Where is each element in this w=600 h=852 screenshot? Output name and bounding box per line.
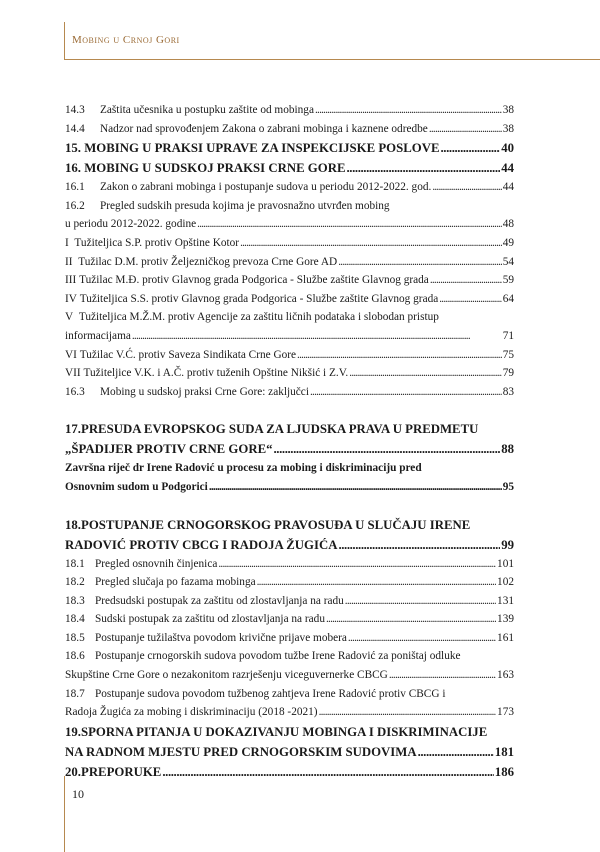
toc-entry-16-3[interactable]: 16.3 Mobing u sudskoj praksi Crne Gore: zaključci . . . 83 bbox=[65, 383, 514, 402]
toc-entry-18-3[interactable]: 18.3 Predsudski postupak za zaštitu od zlostavljanja na radu . . . 131 bbox=[65, 592, 514, 611]
toc-case-v-line2[interactable]: informacijama . . . 71 bbox=[65, 327, 514, 346]
toc-chapter-17-line2[interactable]: „ŠPADIJER PROTIV CRNE GORE“ . . . 88 bbox=[65, 439, 514, 459]
running-title: Mobing u Crnoj Gori bbox=[72, 34, 180, 46]
dot-leader bbox=[418, 742, 494, 762]
dot-leader bbox=[429, 120, 502, 139]
toc-chapter-15[interactable]: 15. MOBING U PRAKSI UPRAVE ZA INSPEKCIJSKE POSLOVE . . . 40 bbox=[65, 138, 514, 158]
toc-page-number: 101 bbox=[497, 557, 514, 570]
toc-entry-18-4[interactable]: 18.4 Sudski postupak za zaštitu od zlostavljanja na radu . . . 139 bbox=[65, 610, 514, 629]
toc-page-number: 173 bbox=[497, 706, 514, 719]
dot-leader bbox=[439, 290, 501, 309]
toc-page-number: 54 bbox=[502, 255, 514, 268]
dot-leader bbox=[441, 138, 501, 158]
toc-page-number: 59 bbox=[502, 274, 514, 287]
toc-page-number: 95 bbox=[502, 480, 514, 493]
dot-leader bbox=[349, 364, 501, 383]
toc-page-number: 44 bbox=[502, 181, 514, 194]
toc-page-number: 186 bbox=[494, 764, 514, 779]
dot-leader bbox=[240, 234, 502, 253]
header-horizontal-rule bbox=[64, 59, 600, 60]
toc-entry-14-3[interactable]: 14.3 Zaštita učesnika u postupku zaštite od mobinga . . . 38 bbox=[65, 101, 514, 120]
dot-leader bbox=[218, 555, 496, 574]
toc-page-number: 161 bbox=[497, 631, 514, 644]
toc-chapter-18-line1[interactable]: 18.POSTUPANJE CRNOGORSKOG PRAVOSUĐA U SLUČAJU IRENE bbox=[65, 517, 471, 532]
toc-case-iv[interactable]: IV Tužiteljica S.S. protiv Glavnog grada Podgorica - Službe zaštite Glavnog grada . . . 64 bbox=[65, 290, 514, 309]
toc-chapter-19-line1[interactable]: 19.SPORNA PITANJA U DOKAZIVANJU MOBINGA I DISKRIMINACIJE bbox=[65, 724, 488, 739]
footer-vertical-rule bbox=[64, 776, 65, 852]
toc-entry-16-2-line2[interactable]: u periodu 2012-2022. godine . . . 48 bbox=[65, 215, 514, 234]
dot-leader bbox=[389, 666, 496, 685]
toc-page-number: 102 bbox=[497, 576, 514, 589]
toc-page-number: 40 bbox=[501, 141, 514, 156]
toc-chapter-17-line1[interactable]: 17.PRESUDA EVROPSKOG SUDA ZA LJUDSKA PRAVA U PREDMETU bbox=[65, 422, 479, 437]
toc-page-number: 181 bbox=[494, 744, 514, 759]
toc-entry-18-7-line2[interactable]: Radoja Žugića za mobing i diskriminaciju (2018 -2021) . . . 173 bbox=[65, 703, 514, 722]
toc-page-number: 38 bbox=[502, 122, 514, 135]
dot-leader bbox=[345, 592, 496, 611]
toc-chapter-20[interactable]: 20.PREPORUKE . . . 186 bbox=[65, 762, 514, 782]
toc-page-number: 139 bbox=[497, 613, 514, 626]
dot-leader bbox=[274, 439, 501, 459]
toc-chapter-19-line2[interactable]: NA RADNOM MJESTU PRED CRNOGORSKIM SUDOVIMA . . . 181 bbox=[65, 742, 514, 762]
toc-case-vii[interactable]: VII Tužiteljice V.K. i A.Č. protiv tuženih Opštine Nikšić i Z.V. . . . 79 bbox=[65, 364, 514, 383]
toc-page-number: 38 bbox=[502, 104, 514, 116]
dot-leader bbox=[197, 215, 502, 234]
toc-page-number: 64 bbox=[502, 292, 514, 305]
dot-leader bbox=[257, 573, 496, 592]
toc-chapter-18-line2[interactable]: RADOVIĆ PROTIV CBCG I RADOJA ŽUGIĆA . . . 99 bbox=[65, 535, 514, 555]
toc-page-number: 131 bbox=[497, 594, 514, 607]
dot-leader bbox=[432, 178, 501, 197]
dot-leader bbox=[319, 703, 496, 722]
dot-leader bbox=[347, 158, 501, 178]
table-of-contents bbox=[65, 101, 514, 782]
toc-page-number: 163 bbox=[497, 669, 514, 682]
dot-leader bbox=[326, 610, 496, 629]
toc-entry-18-2[interactable]: 18.2 Pregled slučaja po fazama mobinga . . . 102 bbox=[65, 573, 514, 592]
dot-leader bbox=[315, 101, 502, 120]
dot-leader bbox=[132, 327, 502, 346]
toc-page-number: 48 bbox=[502, 218, 514, 231]
toc-page-number: 88 bbox=[501, 442, 514, 457]
dot-leader bbox=[297, 346, 502, 365]
toc-page-number: 44 bbox=[501, 161, 514, 176]
toc-closing-word-line1[interactable]: Završna riječ dr Irene Radović u procesu za mobing i diskriminaciju pred bbox=[65, 462, 422, 475]
toc-chapter-16[interactable]: 16. MOBING U SUDSKOJ PRAKSI CRNE GORE . . . 44 bbox=[65, 158, 514, 178]
header-vertical-rule bbox=[64, 22, 65, 60]
toc-page-number: 99 bbox=[501, 537, 514, 552]
toc-entry-14-4[interactable]: 14.4 Nadzor nad sprovođenjem Zakona o zabrani mobinga i kaznene odredbe . . . 38 bbox=[65, 120, 514, 139]
toc-page-number: 71 bbox=[502, 329, 514, 342]
toc-case-vi[interactable]: VI Tužilac V.Ć. protiv Saveza Sindikata Crne Gore . . . 75 bbox=[65, 346, 514, 365]
toc-page-number: 49 bbox=[502, 236, 514, 249]
page-number: 10 bbox=[72, 787, 84, 801]
toc-entry-18-6-line2[interactable]: Skupštine Crne Gore o nezakonitom razrješenju viceguvernerke CBCG . . . 163 bbox=[65, 666, 514, 685]
toc-case-i[interactable]: I Tužiteljica S.P. protiv Opštine Kotor . . . 49 bbox=[65, 234, 514, 253]
dot-leader bbox=[209, 478, 502, 497]
toc-case-v-line1[interactable]: V Tužiteljica M.Ž.M. protiv Agencije za zaštitu ličnih podataka i slobodan pristup bbox=[65, 311, 439, 324]
dot-leader bbox=[348, 629, 496, 648]
dot-leader bbox=[338, 253, 501, 272]
toc-page-number: 79 bbox=[502, 367, 514, 380]
toc-entry-18-5[interactable]: 18.5 Postupanje tužilaštva povodom krivične prijave mobera . . . 161 bbox=[65, 629, 514, 648]
toc-entry-18-1[interactable]: 18.1 Pregled osnovnih činjenica . . . 101 bbox=[65, 555, 514, 574]
dot-leader bbox=[338, 535, 500, 555]
toc-entry-16-1[interactable]: 16.1 Zakon o zabrani mobinga i postupanje sudova u periodu 2012-2022. god. . . . 44 bbox=[65, 178, 514, 197]
toc-entry-16-2-line1[interactable]: 16.2 Pregled sudskih presuda kojima je pravosnažno utvrđen mobing bbox=[65, 199, 390, 212]
toc-case-iii[interactable]: III Tužilac M.Đ. protiv Glavnog grada Podgorica - Službe zaštite Glavnog grada . . . 59 bbox=[65, 271, 514, 290]
dot-leader bbox=[430, 271, 502, 290]
dot-leader bbox=[310, 383, 502, 402]
toc-page-number: 83 bbox=[502, 385, 514, 398]
toc-closing-word-line2[interactable]: Osnovnim sudom u Podgorici . . . 95 bbox=[65, 478, 514, 497]
toc-page-number: 75 bbox=[502, 348, 514, 361]
toc-entry-18-7-line1[interactable]: 18.7 Postupanje sudova povodom tužbenog zahtjeva Irene Radović protiv CBCG i bbox=[65, 687, 446, 700]
toc-entry-18-6-line1[interactable]: 18.6 Postupanje crnogorskih sudova povodom tužbe Irene Radović za poništaj odluke bbox=[65, 650, 461, 663]
dot-leader bbox=[162, 762, 493, 782]
toc-case-ii[interactable]: II Tužilac D.M. protiv Željezničkog prevoza Crne Gore AD . . . 54 bbox=[65, 253, 514, 272]
